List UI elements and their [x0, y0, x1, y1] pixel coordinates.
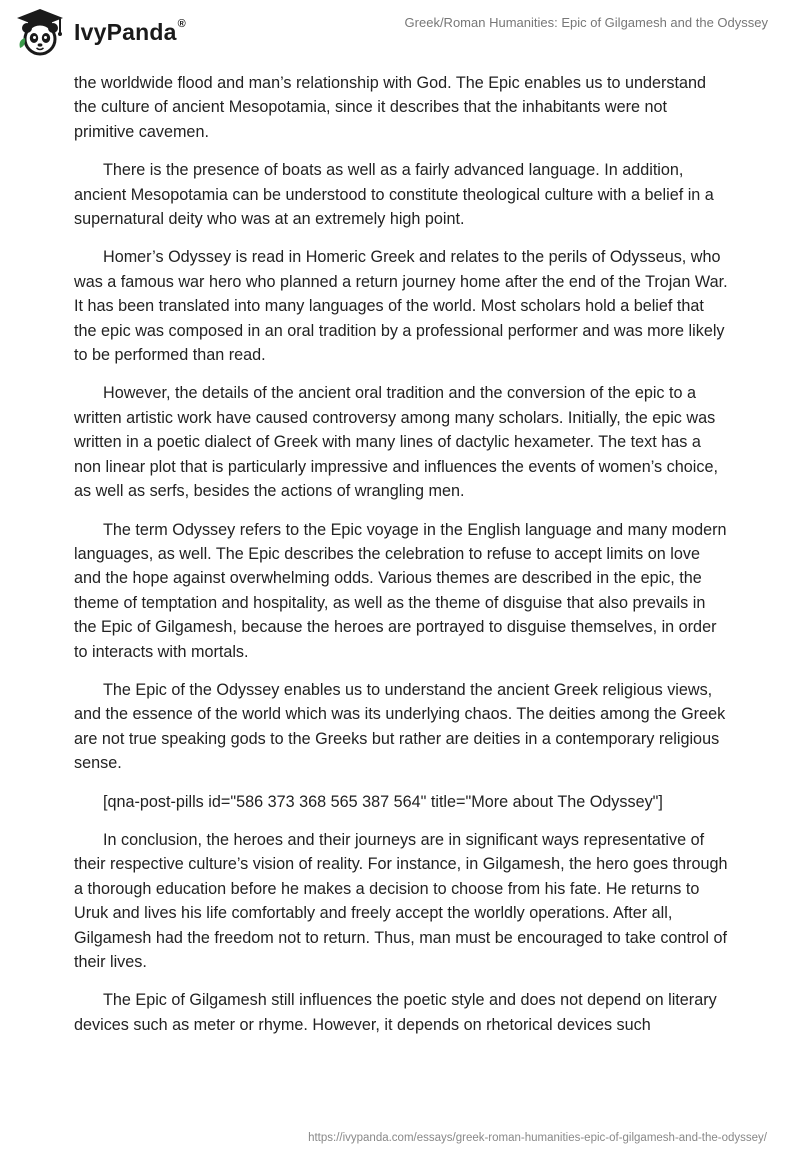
paragraph-9: The Epic of Gilgamesh still influences the poetic style and does not depend on literary devices such as meter or rhyme. However, it depends on rhetorical devices such [74, 991, 717, 1034]
registered-mark: ® [177, 17, 186, 30]
source-url[interactable]: https://ivypanda.com/essays/greek-roman-humanities-epic-of-gilgamesh-and-the-odyssey/ [308, 1132, 767, 1144]
ivypanda-logo[interactable] [14, 6, 186, 58]
paragraph-5: The term Odyssey refers to the Epic voyage in the English language and many modern languages, as well. The Epic describes the celebration to refuse to accept limits on love and the hope against overwhelming odds. Various themes are described in the epic, the theme of temptation and hospitality, as well as the theme of disguise that also prevails in the Epic of Gilgamesh, because the heroes are portrayed to disguise themselves, in order to interacts with mortals. [74, 520, 727, 661]
essay-body [74, 71, 728, 1051]
page-header [0, 0, 800, 70]
paragraph-1: the worldwide flood and man’s relationship with God. The Epic enables us to understand the culture of ancient Mesopotamia, since it describes that the inhabitants were not primitive cavemen. [74, 74, 706, 141]
paragraph-8: In conclusion, the heroes and their journeys are in significant ways representative of their respective culture’s vision of reality. For instance, in Gilgamesh, the hero goes through a thorough education before he makes a decision to choose from his fate. He returns to Uruk and lives his life comfortably and freely accept the worldly operations. After all, Gilgamesh had the freedom not to return. Thus, man must be encouraged to take control of their lives. [74, 830, 728, 971]
paragraph-3: Homer’s Odyssey is read in Homeric Greek and relates to the perils of Odysseus, who was a famous war hero who planned a return journey home after the end of the Trojan War. It has been translated into many languages of the world. Most scholars hold a belief that the epic was composed in an oral tradition by a professional performer and was more likely to be performed than read. [74, 248, 728, 365]
logo-text: IvyPanda® [74, 17, 186, 45]
paragraph-6: The Epic of the Odyssey enables us to understand the ancient Greek religious views, and the essence of the world which was its underlying chaos. The deities among the Greek are not true speaking gods to the Greeks but rather are deities in a contemporary religious sense. [74, 680, 726, 773]
shortcode-paragraph: [qna-post-pills id="586 373 368 565 387 564" title="More about The Odyssey"] [103, 792, 663, 811]
panda-graduate-icon [14, 6, 66, 58]
running-title: Greek/Roman Humanities: Epic of Gilgamesh and the Odyssey [404, 15, 768, 30]
paragraph-4: However, the details of the ancient oral tradition and the conversion of the epic to a written artistic work have caused controversy among many scholars. Initially, the epic was written in a poetic dialect of Greek with many lines of dactylic hexameter. The text has a non linear plot that is particularly impressive and influences the events of women’s choice, as well as serfs, besides the actions of wrangling men. [74, 384, 718, 501]
paragraph-2: There is the presence of boats as well as a fairly advanced language. In addition, ancient Mesopotamia can be understood to constitute theological culture with a belief in a supernatural deity who was at an extremely high point. [74, 161, 714, 229]
